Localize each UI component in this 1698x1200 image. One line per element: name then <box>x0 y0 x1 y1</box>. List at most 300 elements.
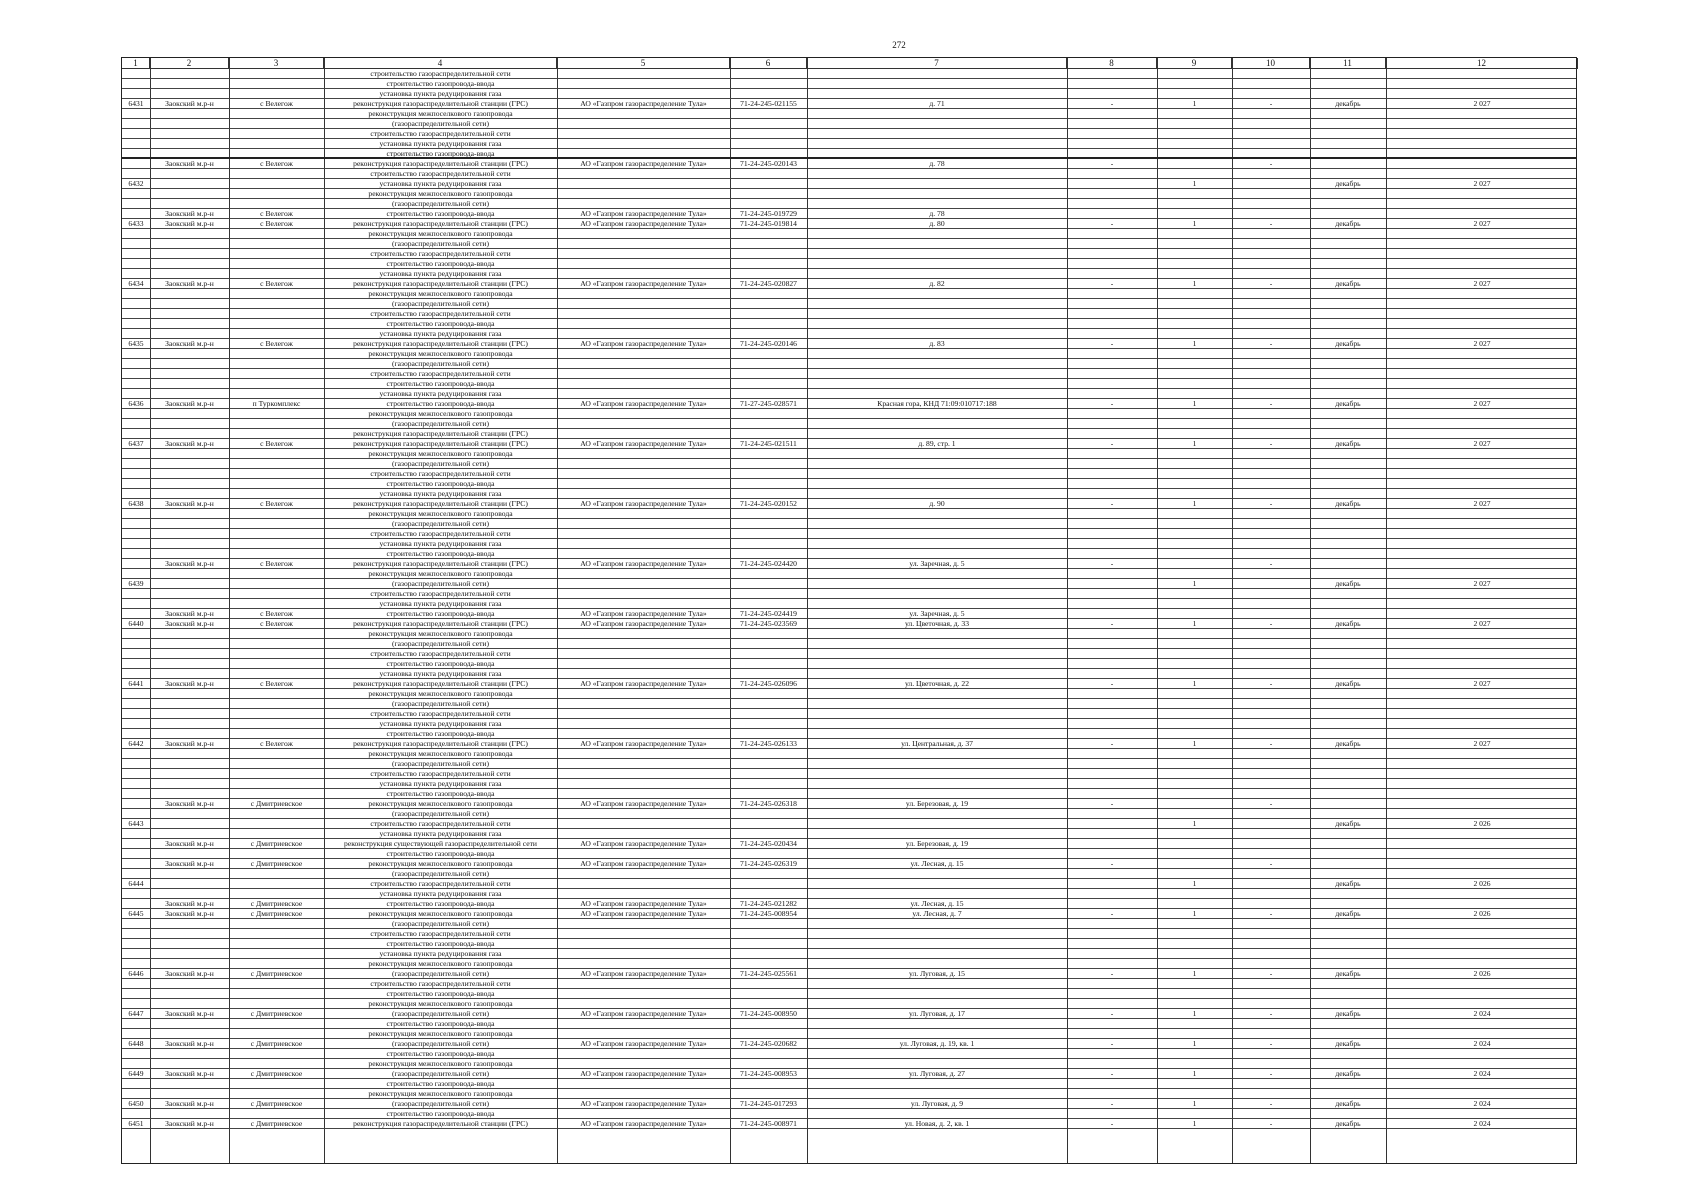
work-type-cell: строительство газораспределительной сети <box>370 529 511 538</box>
col10-value-cell: - <box>1269 619 1273 628</box>
month-cell: декабрь <box>1335 279 1361 288</box>
table-row <box>122 189 1576 199</box>
settlement-cell: с Дмитриевское <box>250 1039 303 1048</box>
settlement-cell: с Велегож <box>260 609 293 618</box>
organization-cell: АО «Газпром газораспределение Тула» <box>580 219 707 228</box>
table-row <box>122 849 1576 859</box>
settlement-cell: с Велегож <box>260 279 293 288</box>
object-code-cell: 71-24-245-017293 <box>740 1099 797 1108</box>
col8-value-cell: - <box>1110 559 1114 568</box>
table-row <box>122 509 1576 519</box>
object-code-cell: 71-24-245-019814 <box>740 219 797 228</box>
year-cell: 2 027 <box>1473 439 1491 448</box>
work-type-cell: реконструкция газораспределительной станции (ГРС) <box>353 339 528 348</box>
organization-cell: АО «Газпром газораспределение Тула» <box>580 209 707 218</box>
col8-value-cell: - <box>1110 1039 1114 1048</box>
table-row <box>122 789 1576 799</box>
work-type-cell: строительство газопровода-ввода <box>386 899 495 908</box>
col8-value-cell: - <box>1110 159 1114 168</box>
data-table <box>121 57 1577 1164</box>
col10-value-cell: - <box>1269 969 1273 978</box>
district-cell: Заокский м.р-н <box>165 99 214 108</box>
table-row <box>122 69 1576 79</box>
table-row <box>122 89 1576 99</box>
work-type-cell: реконструкция межпоселкового газопровода <box>368 229 513 238</box>
col8-value-cell: - <box>1110 439 1114 448</box>
month-cell: декабрь <box>1335 339 1361 348</box>
work-type-cell: установка пункта редуцирования газа <box>379 179 502 188</box>
col8-value-cell: - <box>1110 499 1114 508</box>
table-row <box>122 559 1576 569</box>
settlement-cell: с Дмитриевское <box>250 1069 303 1078</box>
table-row <box>122 549 1576 559</box>
work-type-cell: установка пункта редуцирования газа <box>379 889 502 898</box>
work-type-cell: реконструкция газораспределительной станции (ГРС) <box>353 159 528 168</box>
col8-value-cell: - <box>1110 969 1114 978</box>
settlement-cell: п Туркомплекс <box>252 399 301 408</box>
work-type-cell: реконструкция газораспределительной станции (ГРС) <box>353 559 528 568</box>
object-code-cell: 71-24-245-024420 <box>740 559 797 568</box>
table-row <box>122 269 1576 279</box>
table-row <box>122 1109 1576 1119</box>
column-header-9: 9 <box>1157 58 1232 69</box>
col8-value-cell: - <box>1110 859 1114 868</box>
year-cell: 2 024 <box>1473 1069 1491 1078</box>
count-cell: 1 <box>1192 99 1197 108</box>
work-type-cell: реконструкция межпоселкового газопровода <box>368 859 513 868</box>
col8-value-cell: - <box>1110 219 1114 228</box>
year-cell: 2 024 <box>1473 1039 1491 1048</box>
district-cell: Заокский м.р-н <box>165 399 214 408</box>
column-header-8: 8 <box>1067 58 1157 69</box>
row-number-cell: 6443 <box>128 819 144 828</box>
organization-cell: АО «Газпром газораспределение Тула» <box>580 899 707 908</box>
count-cell: 1 <box>1192 1009 1197 1018</box>
work-type-cell: строительство газопровода-ввода <box>386 1019 495 1028</box>
table-row <box>122 159 1576 169</box>
table-row <box>122 319 1576 329</box>
work-type-cell: строительство газопровода-ввода <box>386 849 495 858</box>
district-cell: Заокский м.р-н <box>165 499 214 508</box>
district-cell: Заокский м.р-н <box>165 679 214 688</box>
work-type-cell: строительство газопровода-ввода <box>386 1079 495 1088</box>
work-type-cell: строительство газопровода-ввода <box>386 939 495 948</box>
work-type-cell: строительство газораспределительной сети <box>370 249 511 258</box>
col8-value-cell: - <box>1110 99 1114 108</box>
count-cell: 1 <box>1192 969 1197 978</box>
work-type-cell: строительство газопровода-ввода <box>386 989 495 998</box>
month-cell: декабрь <box>1335 1009 1361 1018</box>
col8-value-cell: - <box>1110 1099 1114 1108</box>
count-cell: 1 <box>1192 279 1197 288</box>
address-cell: ул. Луговая, д. 17 <box>909 1009 965 1018</box>
work-type-cell: реконструкция газораспределительной станции (ГРС) <box>353 429 528 438</box>
object-code-cell: 71-24-245-021511 <box>740 439 797 448</box>
organization-cell: АО «Газпром газораспределение Тула» <box>580 1099 707 1108</box>
col10-value-cell: - <box>1269 439 1273 448</box>
month-cell: декабрь <box>1335 879 1361 888</box>
year-cell: 2 024 <box>1473 1099 1491 1108</box>
work-type-cell: (газораспределительной сети) <box>391 199 490 208</box>
count-cell: 1 <box>1192 499 1197 508</box>
table-row <box>122 259 1576 269</box>
table-row <box>122 569 1576 579</box>
table-row <box>122 589 1576 599</box>
address-cell: ул. Цветочная, д. 22 <box>904 679 970 688</box>
table-row <box>122 799 1576 809</box>
work-type-cell: строительство газопровода-ввода <box>386 729 495 738</box>
work-type-cell: строительство газораспределительной сети <box>370 649 511 658</box>
table-row <box>122 1099 1576 1109</box>
object-code-cell: 71-24-245-020146 <box>740 339 797 348</box>
settlement-cell: с Велегож <box>260 159 293 168</box>
column-header-6: 6 <box>730 58 807 69</box>
work-type-cell: строительство газопровода-ввода <box>386 209 495 218</box>
row-number-cell: 6450 <box>128 1099 144 1108</box>
work-type-cell: реконструкция межпоселкового газопровода <box>368 799 513 808</box>
table-row <box>122 999 1576 1009</box>
work-type-cell: реконструкция межпоселкового газопровода <box>368 749 513 758</box>
object-code-cell: 71-24-245-021282 <box>740 899 797 908</box>
work-type-cell: строительство газопровода-ввода <box>386 549 495 558</box>
table-row <box>122 1119 1576 1129</box>
work-type-cell: реконструкция межпоселкового газопровода <box>368 409 513 418</box>
col8-value-cell: - <box>1110 1009 1114 1018</box>
object-code-cell: 71-24-245-026096 <box>740 679 797 688</box>
work-type-cell: реконструкция газораспределительной станции (ГРС) <box>353 219 528 228</box>
row-number-cell: 6437 <box>128 439 144 448</box>
col10-value-cell: - <box>1269 859 1273 868</box>
organization-cell: АО «Газпром газораспределение Тула» <box>580 1009 707 1018</box>
col8-value-cell: - <box>1110 739 1114 748</box>
work-type-cell: строительство газораспределительной сети <box>370 169 511 178</box>
table-row <box>122 929 1576 939</box>
organization-cell: АО «Газпром газораспределение Тула» <box>580 559 707 568</box>
col10-value-cell: - <box>1269 399 1273 408</box>
district-cell: Заокский м.р-н <box>165 899 214 908</box>
address-cell: ул. Березовая, д. 19 <box>905 839 969 848</box>
work-type-cell: реконструкция газораспределительной станции (ГРС) <box>353 499 528 508</box>
table-row <box>122 249 1576 259</box>
settlement-cell: с Велегож <box>260 209 293 218</box>
settlement-cell: с Велегож <box>260 739 293 748</box>
count-cell: 1 <box>1192 339 1197 348</box>
address-cell: ул. Центральная, д. 37 <box>901 739 973 748</box>
object-code-cell: 71-24-245-008971 <box>740 1119 797 1128</box>
settlement-cell: с Дмитриевское <box>250 859 303 868</box>
table-row <box>122 1019 1576 1029</box>
work-type-cell: строительство газопровода-ввода <box>386 379 495 388</box>
table-row <box>122 489 1576 499</box>
organization-cell: АО «Газпром газораспределение Тула» <box>580 839 707 848</box>
work-type-cell: реконструкция межпоселкового газопровода <box>368 109 513 118</box>
col10-value-cell: - <box>1269 159 1273 168</box>
organization-cell: АО «Газпром газораспределение Тула» <box>580 859 707 868</box>
table-row <box>122 909 1576 919</box>
work-type-cell: установка пункта редуцирования газа <box>379 539 502 548</box>
organization-cell: АО «Газпром газораспределение Тула» <box>580 99 707 108</box>
work-type-cell: (газораспределительной сети) <box>391 699 490 708</box>
table-row <box>122 609 1576 619</box>
object-code-cell: 71-24-245-008953 <box>740 1069 797 1078</box>
table-row <box>122 129 1576 139</box>
work-type-cell: реконструкция газораспределительной станции (ГРС) <box>353 739 528 748</box>
month-cell: декабрь <box>1335 679 1361 688</box>
table-row <box>122 99 1576 109</box>
work-type-cell: реконструкция существующей газораспределительной сети <box>344 839 537 848</box>
row-number-cell: 6433 <box>128 219 144 228</box>
count-cell: 1 <box>1192 439 1197 448</box>
settlement-cell: с Дмитриевское <box>250 1009 303 1018</box>
table-row <box>122 829 1576 839</box>
col10-value-cell: - <box>1269 339 1273 348</box>
work-type-cell: строительство газораспределительной сети <box>370 929 511 938</box>
table-row <box>122 709 1576 719</box>
year-cell: 2 027 <box>1473 499 1491 508</box>
page-number: 272 <box>892 40 906 50</box>
work-type-cell: (газораспределительной сети) <box>391 639 490 648</box>
settlement-cell: с Велегож <box>260 679 293 688</box>
table-row <box>122 629 1576 639</box>
work-type-cell: строительство газопровода-ввода <box>386 479 495 488</box>
column-header-7: 7 <box>807 58 1067 69</box>
work-type-cell: (газораспределительной сети) <box>391 519 490 528</box>
organization-cell: АО «Газпром газораспределение Тула» <box>580 909 707 918</box>
table-row <box>122 1059 1576 1069</box>
table-row <box>122 239 1576 249</box>
object-code-cell: 71-24-245-023569 <box>740 619 797 628</box>
table-row <box>122 669 1576 679</box>
district-cell: Заокский м.р-н <box>165 339 214 348</box>
month-cell: декабрь <box>1335 1069 1361 1078</box>
work-type-cell: установка пункта редуцирования газа <box>379 779 502 788</box>
district-cell: Заокский м.р-н <box>165 1119 214 1128</box>
address-cell: ул. Лесная, д. 15 <box>910 899 964 908</box>
settlement-cell: с Велегож <box>260 439 293 448</box>
column-header-2: 2 <box>150 58 229 69</box>
work-type-cell: (газораспределительной сети) <box>391 1009 490 1018</box>
col8-value-cell: - <box>1110 1119 1114 1128</box>
row-number-cell: 6451 <box>128 1119 144 1128</box>
work-type-cell: (газораспределительной сети) <box>391 1069 490 1078</box>
table-row <box>122 179 1576 189</box>
count-cell: 1 <box>1192 1069 1197 1078</box>
month-cell: декабрь <box>1335 969 1361 978</box>
table-row <box>122 959 1576 969</box>
table-row <box>122 869 1576 879</box>
table-row <box>122 459 1576 469</box>
row-number-cell: 6436 <box>128 399 144 408</box>
address-cell: ул. Лесная, д. 7 <box>912 909 962 918</box>
object-code-cell: 71-27-245-028571 <box>740 399 797 408</box>
work-type-cell: строительство газораспределительной сети <box>370 589 511 598</box>
table-row <box>122 439 1576 449</box>
organization-cell: АО «Газпром газораспределение Тула» <box>580 399 707 408</box>
table-row <box>122 689 1576 699</box>
district-cell: Заокский м.р-н <box>165 969 214 978</box>
table-row <box>122 469 1576 479</box>
work-type-cell: строительство газопровода-ввода <box>386 1049 495 1058</box>
work-type-cell: строительство газопровода-ввода <box>386 1109 495 1118</box>
address-cell: д. 78 <box>929 209 945 218</box>
table-row <box>122 529 1576 539</box>
table-row <box>122 899 1576 909</box>
object-code-cell: 71-24-245-020152 <box>740 499 797 508</box>
address-cell: д. 78 <box>929 159 945 168</box>
work-type-cell: установка пункта редуцирования газа <box>379 489 502 498</box>
table-row <box>122 449 1576 459</box>
work-type-cell: реконструкция межпоселкового газопровода <box>368 569 513 578</box>
work-type-cell: строительство газопровода-ввода <box>386 609 495 618</box>
table-row <box>122 919 1576 929</box>
table-row <box>122 809 1576 819</box>
address-cell: д. 71 <box>929 99 945 108</box>
month-cell: декабрь <box>1335 579 1361 588</box>
work-type-cell: реконструкция межпоселкового газопровода <box>368 959 513 968</box>
month-cell: декабрь <box>1335 819 1361 828</box>
address-cell: д. 90 <box>929 499 945 508</box>
col8-value-cell: - <box>1110 279 1114 288</box>
table-row <box>122 399 1576 409</box>
work-type-cell: строительство газораспределительной сети <box>370 819 511 828</box>
address-cell: ул. Луговая, д. 19, кв. 1 <box>899 1039 975 1048</box>
settlement-cell: с Дмитриевское <box>250 1119 303 1128</box>
settlement-cell: с Велегож <box>260 219 293 228</box>
table-row <box>122 949 1576 959</box>
work-type-cell: (газораспределительной сети) <box>391 869 490 878</box>
row-number-cell: 6445 <box>128 909 144 918</box>
work-type-cell: реконструкция межпоселкового газопровода <box>368 349 513 358</box>
table-row <box>122 939 1576 949</box>
district-cell: Заокский м.р-н <box>165 439 214 448</box>
table-row <box>122 219 1576 229</box>
row-number-cell: 6440 <box>128 619 144 628</box>
settlement-cell: с Велегож <box>260 559 293 568</box>
organization-cell: АО «Газпром газораспределение Тула» <box>580 279 707 288</box>
table-row <box>122 139 1576 149</box>
organization-cell: АО «Газпром газораспределение Тула» <box>580 609 707 618</box>
settlement-cell: с Велегож <box>260 619 293 628</box>
year-cell: 2 027 <box>1473 339 1491 348</box>
table-row <box>122 769 1576 779</box>
address-cell: Красная гора, КНД 71:09:010717:188 <box>877 399 997 408</box>
work-type-cell: реконструкция межпоселкового газопровода <box>368 629 513 638</box>
object-code-cell: 71-24-245-020143 <box>740 159 797 168</box>
work-type-cell: реконструкция межпоселкового газопровода <box>368 449 513 458</box>
work-type-cell: строительство газораспределительной сети <box>370 709 511 718</box>
work-type-cell: строительство газопровода-ввода <box>386 319 495 328</box>
table-row <box>122 519 1576 529</box>
work-type-cell: строительство газораспределительной сети <box>370 879 511 888</box>
organization-cell: АО «Газпром газораспределение Тула» <box>580 1069 707 1078</box>
table-row <box>122 979 1576 989</box>
table-row <box>122 299 1576 309</box>
object-code-cell: 71-24-245-025561 <box>740 969 797 978</box>
table-row <box>122 479 1576 489</box>
col10-value-cell: - <box>1269 739 1273 748</box>
table-row <box>122 1029 1576 1039</box>
object-code-cell: 71-24-245-020827 <box>740 279 797 288</box>
row-number-cell: 6444 <box>128 879 144 888</box>
table-row <box>122 1089 1576 1099</box>
col10-value-cell: - <box>1269 559 1273 568</box>
work-type-cell: строительство газораспределительной сети <box>370 309 511 318</box>
year-cell: 2 027 <box>1473 619 1491 628</box>
table-row <box>122 1049 1576 1059</box>
month-cell: декабрь <box>1335 499 1361 508</box>
district-cell: Заокский м.р-н <box>165 559 214 568</box>
table-row <box>122 309 1576 319</box>
work-type-cell: (газораспределительной сети) <box>391 1039 490 1048</box>
year-cell: 2 027 <box>1473 99 1491 108</box>
work-type-cell: (газораспределительной сети) <box>391 239 490 248</box>
district-cell: Заокский м.р-н <box>165 1009 214 1018</box>
work-type-cell: установка пункта редуцирования газа <box>379 389 502 398</box>
work-type-cell: (газораспределительной сети) <box>391 919 490 928</box>
count-cell: 1 <box>1192 179 1197 188</box>
count-cell: 1 <box>1192 579 1197 588</box>
work-type-cell: (газораспределительной сети) <box>391 759 490 768</box>
work-type-cell: установка пункта редуцирования газа <box>379 329 502 338</box>
work-type-cell: установка пункта редуцирования газа <box>379 829 502 838</box>
count-cell: 1 <box>1192 1039 1197 1048</box>
column-header-4: 4 <box>324 58 557 69</box>
work-type-cell: строительство газопровода-ввода <box>386 399 495 408</box>
count-cell: 1 <box>1192 619 1197 628</box>
table-row <box>122 989 1576 999</box>
table-row <box>122 819 1576 829</box>
table-row <box>122 539 1576 549</box>
table-row <box>122 359 1576 369</box>
count-cell: 1 <box>1192 819 1197 828</box>
year-cell: 2 026 <box>1473 969 1491 978</box>
address-cell: ул. Новая, д. 2, кв. 1 <box>904 1119 970 1128</box>
work-type-cell: реконструкция межпоселкового газопровода <box>368 1089 513 1098</box>
table-row <box>122 679 1576 689</box>
work-type-cell: (газораспределительной сети) <box>391 1099 490 1108</box>
table-row <box>122 329 1576 339</box>
count-cell: 1 <box>1192 1099 1197 1108</box>
settlement-cell: с Дмитриевское <box>250 1099 303 1108</box>
table-row <box>122 659 1576 669</box>
organization-cell: АО «Газпром газораспределение Тула» <box>580 969 707 978</box>
col8-value-cell: - <box>1110 679 1114 688</box>
work-type-cell: установка пункта редуцирования газа <box>379 669 502 678</box>
work-type-cell: установка пункта редуцирования газа <box>379 719 502 728</box>
table-row <box>122 749 1576 759</box>
year-cell: 2 024 <box>1473 1119 1491 1128</box>
year-cell: 2 027 <box>1473 739 1491 748</box>
year-cell: 2 026 <box>1473 879 1491 888</box>
work-type-cell: установка пункта редуцирования газа <box>379 139 502 148</box>
work-type-cell: строительство газораспределительной сети <box>370 69 511 78</box>
col10-value-cell: - <box>1269 1039 1273 1048</box>
object-code-cell: 71-24-245-019729 <box>740 209 797 218</box>
year-cell: 2 027 <box>1473 579 1491 588</box>
count-cell: 1 <box>1192 909 1197 918</box>
year-cell: 2 027 <box>1473 279 1491 288</box>
table-row <box>122 199 1576 209</box>
column-header-1: 1 <box>122 58 150 69</box>
count-cell: 1 <box>1192 399 1197 408</box>
table-row <box>122 729 1576 739</box>
district-cell: Заокский м.р-н <box>165 1039 214 1048</box>
work-type-cell: реконструкция газораспределительной станции (ГРС) <box>353 279 528 288</box>
year-cell: 2 027 <box>1473 679 1491 688</box>
address-cell: ул. Цветочная, д. 33 <box>904 619 970 628</box>
work-type-cell: (газораспределительной сети) <box>391 809 490 818</box>
object-code-cell: 71-24-245-024419 <box>740 609 797 618</box>
